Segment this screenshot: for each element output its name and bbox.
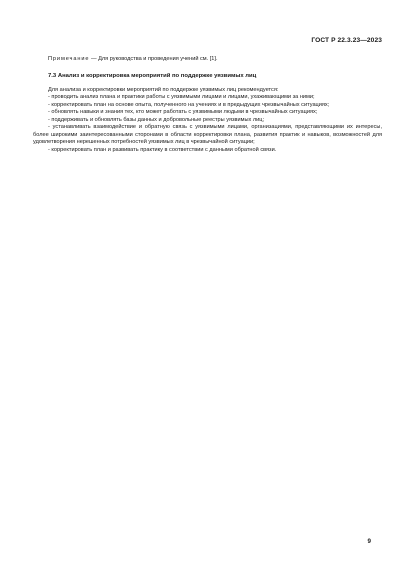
section-title: 7.3 Анализ и корректировка мероприятий по поддержке уязвимых лиц xyxy=(48,73,257,79)
list-item: - корректировать план и развивать практику в соответствии с данными обратной связи. xyxy=(48,146,277,153)
intro-paragraph: Для анализа и корректировки мероприятий по поддержке уязвимых лиц рекомендуется: xyxy=(48,87,279,93)
list-item: - устанавливать взаимодействие и обратную связь с уязвимыми лицами, организациями, представляющими их интересы, более широкими заинтересованными сторонами в области корректировки плана, развития практик и навыков, возможностей для удовлетворения нерешенных потребностей уязвимых лиц в чрезвычайной ситуации; xyxy=(33,124,382,146)
note-text: Для руководства и проведения учений см. [1]. xyxy=(98,56,218,62)
list-item: - поддерживать и обновлять базы данных и добровольные реестры уязвимых лиц; xyxy=(48,116,265,123)
list-item: - корректировать план на основе опыта, полученного на учениях и в предыдущих чрезвычайных ситуациях; xyxy=(48,101,330,108)
list-item: - проводить анализ плана и практики работы с уязвимыми лицами и лицами, ухаживающими за ними; xyxy=(48,94,315,101)
note-label: Примечание xyxy=(48,56,90,62)
list-item: - обновлять навыки и знания тех, кто может работать с уязвимыми людьми в чрезвычайных ситуациях; xyxy=(48,109,318,116)
section-body xyxy=(33,87,382,154)
note-line xyxy=(48,56,218,62)
page-number: 9 xyxy=(367,538,371,545)
note-dash: — xyxy=(89,56,99,62)
standard-number-header: ГОСТ Р 22.3.23—2023 xyxy=(311,37,382,44)
